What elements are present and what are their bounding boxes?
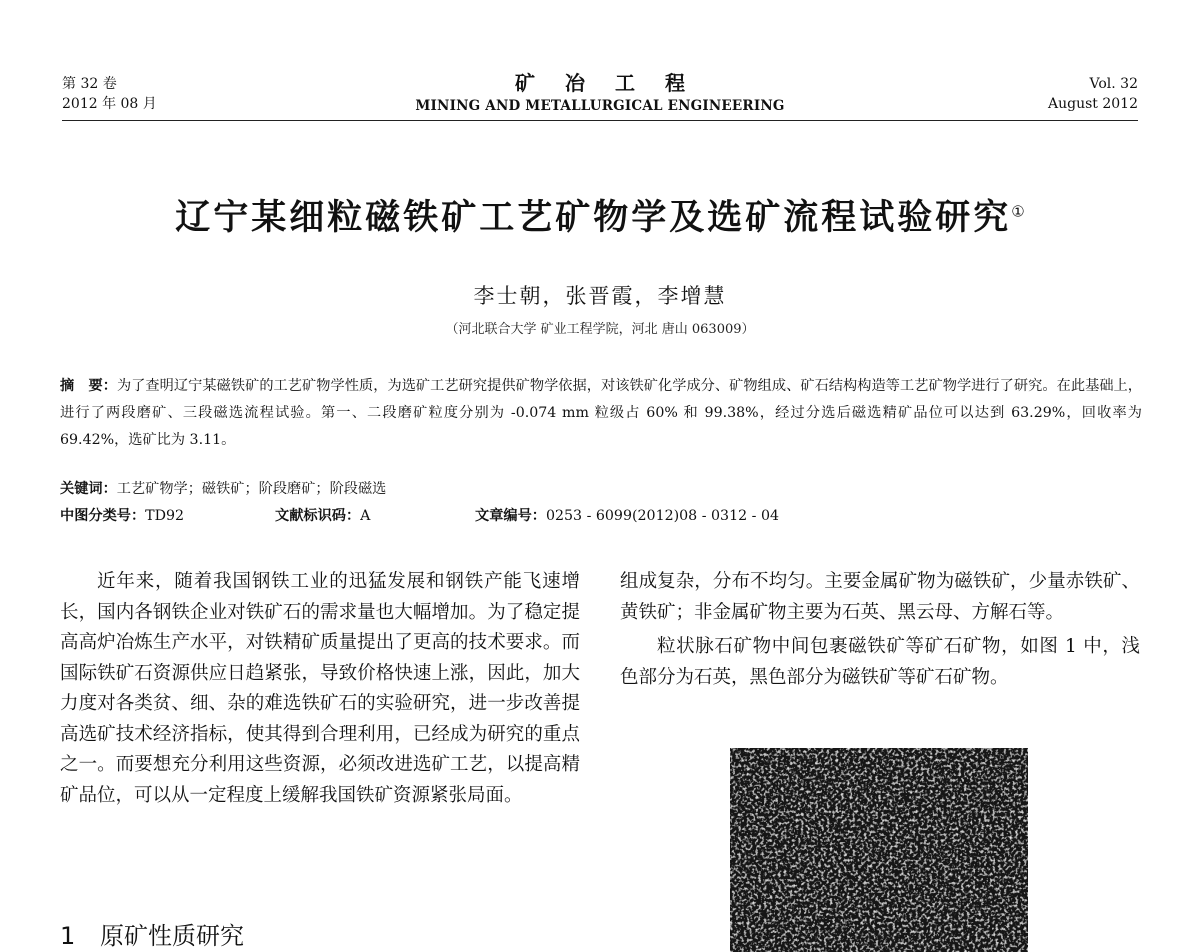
paper-title xyxy=(0,190,1200,240)
keywords-label: 关键词： xyxy=(60,481,117,497)
clc-item xyxy=(60,505,275,525)
abstract-text: 为了查明辽宁某磁铁矿的工艺矿物学性质，为选矿工艺研究提供矿物学依据，对该铁矿化学成分、矿物组成、矿石结构构造等工艺矿物学进行了研究。在此基础上，进行了两段磨矿、三段磁选流程试验。第一、二段磨矿粒度分别为 -0.074 mm 粒级占 60% 和 99.38%，经过分选后磁选精矿品位可以达到 63.29%，回收率为 69.42%，选矿比为 3.11。 xyxy=(60,378,1142,448)
issue-date: 2012 年 08 月 xyxy=(62,96,157,112)
gangue-mineral-paragraph: 粒状脉石矿物中间包裹磁铁矿等矿石矿物，如图 1 中，浅色部分为石英，黑色部分为磁铁矿等矿石矿物。 xyxy=(620,636,1140,688)
section-heading xyxy=(60,916,244,951)
paper-title-text: 辽宁某细粒磁铁矿工艺矿物学及选矿流程试验研究 xyxy=(175,198,1012,238)
article-number-item xyxy=(475,505,779,525)
doc-code-item xyxy=(275,505,475,525)
section-title: 原矿性质研究 xyxy=(100,922,244,950)
intro-paragraph: 近年来，随着我国钢铁工业的迅猛发展和钢铁产能飞速增长，国内各钢铁企业对铁矿石的需求量也大幅增加。为了稳定提高高炉冶炼生产水平，对铁精矿质量提出了更高的技术要求。而国际铁矿石资源供应日趋紧张，导致价格快速上涨，因此，加大力度对各类贫、细、杂的难选铁矿石的实验研究，进一步改善提高选矿技术经济指标，使其得到合理利用，已经成为研究的重点之一。而要想充分利用这些资源，必须改进选矿工艺，以提高精矿品位，可以从一定程度上缓解我国铁矿资源紧张局面。 xyxy=(60,571,580,806)
journal-title-cn: 矿冶工程 xyxy=(515,71,715,95)
header-rule xyxy=(62,120,1138,121)
clc-value: TD92 xyxy=(145,508,185,524)
article-number-value: 0253 - 6099(2012)08 - 0312 - 04 xyxy=(545,508,779,524)
journal-title-block xyxy=(0,70,1200,114)
body-column-left xyxy=(60,567,580,811)
doc-code-value: A xyxy=(360,508,371,524)
article-number-label: 文章编号： xyxy=(475,508,546,524)
volume-en: Vol. 32 xyxy=(1089,76,1138,92)
classification-line xyxy=(60,505,960,525)
title-footnote-mark: ① xyxy=(1011,202,1025,221)
authors: 李士朝，张晋霞，李增慧 xyxy=(473,284,727,308)
body-column-right xyxy=(620,567,1140,693)
doc-code-label: 文献标识码： xyxy=(275,508,361,524)
journal-title-en: MINING AND METALLURGICAL ENGINEERING xyxy=(415,98,785,114)
figure-1-micrograph xyxy=(730,748,1028,952)
abstract xyxy=(60,373,1142,454)
affiliation: （河北联合大学 矿业工程学院，河北 唐山 063009） xyxy=(445,322,755,337)
issue-date-en: August 2012 xyxy=(1048,96,1138,112)
section-number: 1 xyxy=(60,922,76,950)
abstract-label: 摘 要： xyxy=(60,378,117,394)
volume-label: 第 32 卷 xyxy=(62,76,117,92)
journal-volume-en-block xyxy=(1048,74,1138,114)
micrograph-image xyxy=(730,748,1028,952)
keywords xyxy=(60,478,386,498)
mineral-composition-paragraph: 组成复杂，分布不均匀。主要金属矿物为磁铁矿，少量赤铁矿、黄铁矿；非金属矿物主要为石英、黑云母、方解石等。 xyxy=(620,571,1140,623)
clc-label: 中图分类号： xyxy=(60,508,146,524)
keywords-text: 工艺矿物学；磁铁矿；阶段磨矿；阶段磁选 xyxy=(116,481,387,497)
